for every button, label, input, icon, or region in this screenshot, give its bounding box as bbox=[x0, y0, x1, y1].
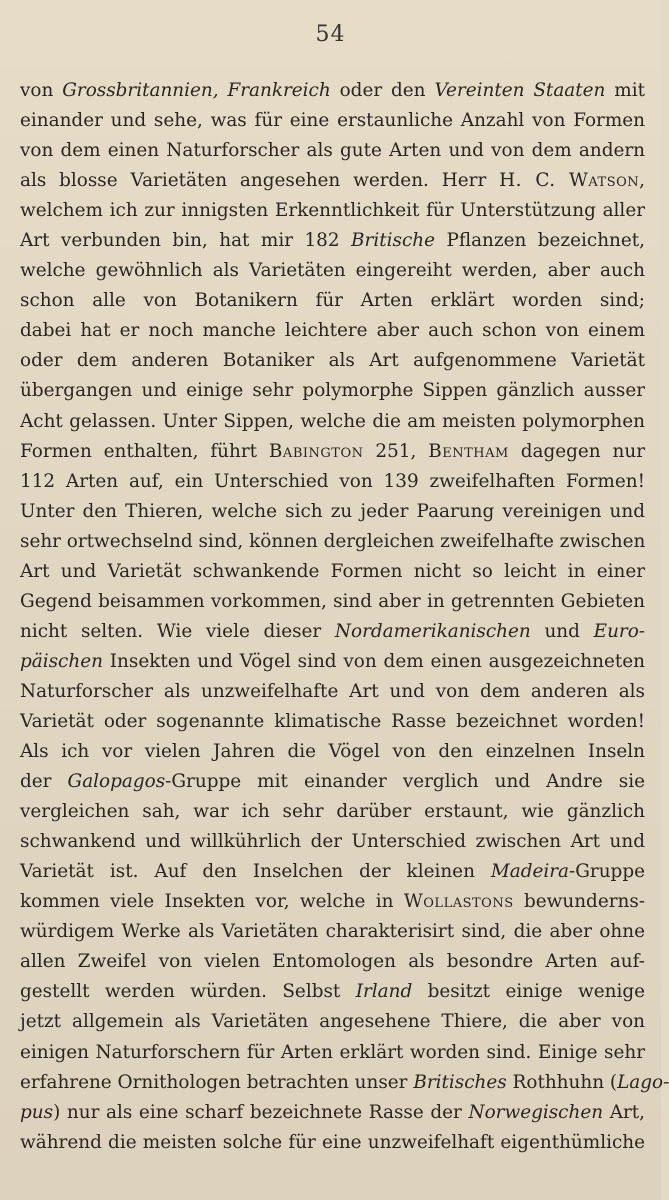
italic-text: Grossbritannien, Frankreich bbox=[62, 80, 331, 101]
text-segment: oder dem anderen Botaniker als Art aufgenommene Varietät bbox=[20, 350, 645, 372]
text-line bbox=[20, 737, 645, 767]
text-segment: Als ich vor vielen Jahren die Vögel von den einzelnen Inseln bbox=[20, 741, 645, 763]
text-segment: Rothhuhn ( bbox=[506, 1071, 618, 1093]
text-line bbox=[20, 917, 645, 947]
text-line bbox=[20, 497, 645, 527]
text-line bbox=[20, 1038, 645, 1068]
text-segment: Formen enthalten, führt bbox=[20, 440, 269, 462]
text-segment: würdigem Werke als Varietäten charakterisirt sind, die aber ohne bbox=[20, 921, 645, 943]
text-segment: Insekten und Vögel sind von dem einen ausgezeichneten bbox=[102, 650, 645, 672]
text-segment: erfahrene Ornithologen betrachten unser bbox=[20, 1071, 414, 1093]
small-caps-name: Babington bbox=[268, 440, 364, 462]
text-segment: Art verbunden bin, hat mir 182 bbox=[20, 230, 352, 252]
text-segment: übergangen und einige sehr polymorphe Sippen gänzlich ausser bbox=[20, 380, 645, 402]
italic-text: Euro- bbox=[593, 620, 645, 642]
text-line bbox=[20, 467, 645, 497]
text-line bbox=[20, 166, 645, 196]
text-segment: allen Zweifel von vielen Entomologen als besondre Arten auf- bbox=[20, 951, 645, 973]
text-line bbox=[20, 617, 645, 647]
text-segment: nicht selten. Wie viele dieser bbox=[20, 620, 335, 642]
text-segment: sehr ortwechselnd sind, können dergleichen zweifelhafte zwischen bbox=[20, 530, 646, 552]
text-segment: welchem ich zur innigsten Erkenntlichkeit für Unterstützung aller bbox=[20, 200, 645, 222]
text-line bbox=[20, 376, 645, 406]
text-segment: bewunderns- bbox=[513, 891, 645, 913]
text-line bbox=[20, 887, 645, 917]
text-segment: -Gruppe mit einander verglich und Andre sie bbox=[165, 771, 646, 793]
text-line bbox=[20, 677, 645, 707]
italic-text: päischen bbox=[20, 650, 103, 672]
italic-text: Galopagos bbox=[67, 771, 166, 793]
text-segment: und bbox=[530, 620, 594, 642]
body-text bbox=[20, 76, 669, 1158]
text-segment: einander und sehe, was für eine erstaunliche Anzahl von Formen bbox=[20, 110, 645, 132]
text-segment: kommen viele Insekten vor, welche in bbox=[20, 891, 404, 913]
text-segment: Art und Varietät schwankende Formen nicht so leicht in einer bbox=[20, 560, 645, 582]
text-line bbox=[20, 316, 645, 346]
text-line bbox=[20, 1128, 645, 1158]
text-segment: welche gewöhnlich als Varietäten eingereiht werden, aber auch bbox=[20, 260, 645, 282]
italic-text: Nordamerikanischen bbox=[334, 620, 531, 642]
text-segment: schwankend und willkührlich der Unterschied zwischen Art und bbox=[20, 831, 645, 853]
text-segment: gestellt werden würden. Selbst bbox=[20, 981, 356, 1003]
text-line bbox=[20, 977, 645, 1007]
italic-text: Madeira bbox=[490, 861, 570, 883]
text-segment: vergleichen sah, war ich sehr darüber erstaunt, wie gänzlich bbox=[20, 801, 645, 823]
text-line bbox=[20, 527, 645, 557]
text-segment: als blosse Varietäten angesehen werden. Herr bbox=[20, 170, 500, 192]
text-line bbox=[20, 827, 645, 857]
text-segment: Naturforscher als unzweifelhafte Art und von dem anderen als bbox=[20, 680, 645, 702]
text-line bbox=[20, 557, 645, 587]
text-line bbox=[20, 947, 645, 977]
text-segment: Varietät oder sogenannte klimatische Rasse bezeichnet worden! bbox=[20, 710, 645, 732]
text-line bbox=[20, 1007, 645, 1037]
italic-text: Britisches bbox=[413, 1071, 507, 1093]
text-segment: besitzt einige wenige bbox=[412, 981, 646, 1003]
text-segment: Gegend beisammen vorkommen, sind aber in getrennten Gebieten bbox=[20, 590, 645, 612]
text-line bbox=[20, 136, 645, 166]
text-segment: von bbox=[20, 80, 63, 101]
small-caps-name: H. C. Watson bbox=[499, 170, 640, 192]
italic-text: pus bbox=[20, 1101, 54, 1123]
text-line bbox=[20, 647, 645, 677]
text-line bbox=[20, 196, 645, 226]
text-segment: ) nur als eine scharf bezeichnete Rasse der bbox=[53, 1101, 469, 1123]
page-number: 54 bbox=[315, 22, 346, 47]
text-line bbox=[20, 857, 645, 887]
text-segment: während die meisten solche für eine unzweifelhaft eigenthümliche bbox=[20, 1131, 645, 1153]
italic-text: Norwegischen bbox=[468, 1101, 604, 1123]
text-segment: Acht gelassen. Unter Sippen, welche die am meisten polymorphen bbox=[20, 410, 645, 432]
text-segment: , bbox=[639, 170, 645, 192]
text-segment: schon alle von Botanikern für Arten erklärt worden sind; bbox=[20, 290, 645, 312]
text-line bbox=[20, 587, 645, 617]
italic-text: Vereinten Staaten bbox=[434, 80, 606, 101]
small-caps-name: Bentham bbox=[428, 440, 509, 462]
text-segment: jetzt allgemein als Varietäten angesehene Thiere, die aber von bbox=[20, 1011, 645, 1033]
text-line bbox=[20, 1068, 669, 1098]
text-segment: Unter den Thieren, welche sich zu jeder Paarung vereinigen und bbox=[20, 500, 645, 522]
italic-text: Irland bbox=[355, 981, 413, 1003]
text-line bbox=[20, 226, 645, 256]
text-line bbox=[20, 76, 645, 106]
text-line bbox=[20, 797, 645, 827]
text-line bbox=[20, 407, 645, 437]
text-segment: Pflanzen bezeichnet, bbox=[434, 230, 645, 252]
text-line bbox=[20, 346, 645, 376]
text-segment: von dem einen Naturforscher als gute Arten und von dem andern bbox=[20, 140, 645, 162]
text-segment: einigen Naturforschern für Arten erklärt worden sind. Einige sehr bbox=[20, 1041, 645, 1063]
text-line bbox=[20, 286, 645, 316]
text-segment: 251, bbox=[363, 440, 429, 462]
text-segment: Varietät ist. Auf den Inselchen der kleinen bbox=[20, 861, 491, 883]
italic-text: Britische bbox=[351, 230, 435, 252]
text-line bbox=[20, 256, 645, 286]
text-line bbox=[20, 707, 645, 737]
text-segment: -Gruppe bbox=[569, 861, 645, 883]
text-segment: dabei hat er noch manche leichtere aber auch schon von einem bbox=[20, 320, 645, 342]
text-segment: dagegen nur bbox=[508, 440, 645, 462]
text-line bbox=[20, 1098, 645, 1128]
text-segment: Art, bbox=[603, 1101, 646, 1123]
small-caps-name: Wollastons bbox=[403, 891, 514, 913]
text-line bbox=[20, 106, 645, 136]
text-segment: 112 Arten auf, ein Unterschied von 139 zweifelhaften Formen! bbox=[20, 470, 645, 492]
text-line bbox=[20, 767, 645, 797]
text-segment: mit bbox=[605, 80, 645, 101]
italic-text: Lago- bbox=[617, 1071, 669, 1093]
text-segment: der bbox=[20, 771, 68, 793]
text-line bbox=[20, 437, 645, 467]
text-segment: oder den bbox=[330, 80, 435, 101]
